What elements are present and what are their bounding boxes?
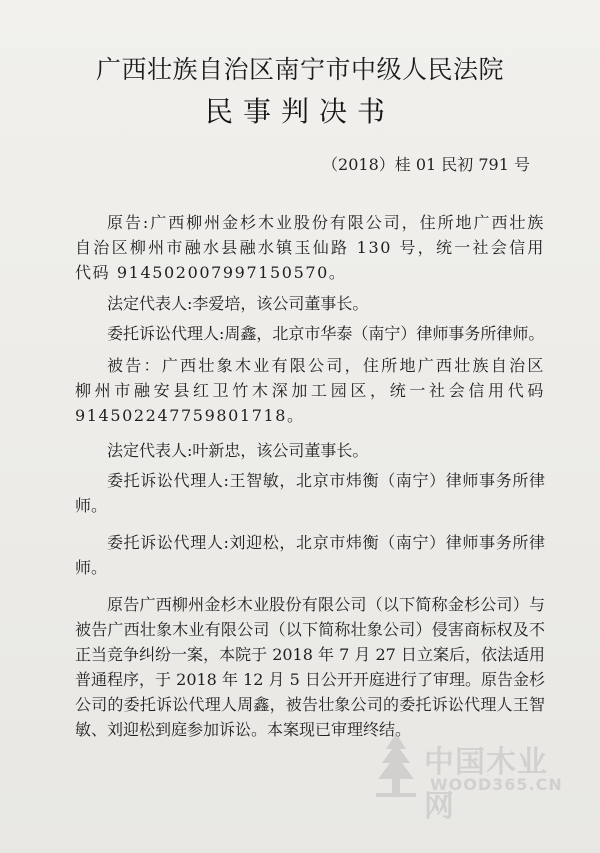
defendant-rep-paragraph: 法定代表人:叶新忠，该公司董事长。 bbox=[107, 441, 369, 460]
plaintiff-rep-paragraph: 法定代表人:李爱培，该公司董事长。 bbox=[107, 294, 369, 313]
defendant-agent-2-paragraph: 委托诉讼代理人:刘迎松，北京市炜衡（南宁）律师事务所律师。 bbox=[75, 533, 545, 577]
plaintiff-paragraph: 原告:广西柳州金杉木业股份有限公司，住所地广西壮族自治区柳州市融水县融水镇玉仙路 130 号，统一社会信用代码 914502007997150570。 bbox=[75, 213, 545, 282]
watermark-url: WOOD365.CN bbox=[430, 775, 563, 794]
document-type-title: 民事判决书 bbox=[204, 95, 395, 128]
watermark-site-name: 中国木业网 bbox=[424, 745, 548, 824]
court-name: 广西壮族自治区南宁市中级人民法院 bbox=[95, 55, 504, 84]
case-summary-paragraph: 原告广西柳州金杉木业股份有限公司（以下简称金杉公司）与被告广西壮象木业有限公司（以下简称壮象公司）侵害商标权及不正当竞争纠纷一案，本院于 2018 年 7 月 27 日立案后，依法适用普通程序，于 2018 年 12 月 5 日公开开庭进行了审理。原告金杉公司的委托诉讼代理人周鑫，被告壮象公司的委托诉讼代理人王智敏、刘迎松到庭参加诉讼。本案现已审理终结。 bbox=[75, 595, 545, 739]
plaintiff-agent-paragraph: 委托诉讼代理人:周鑫，北京市华泰（南宁）律师事务所律师。 bbox=[107, 324, 545, 343]
tree-logo-icon bbox=[372, 731, 420, 805]
site-watermark bbox=[372, 729, 563, 824]
defendant-paragraph: 被告：广西壮象木业有限公司，住所地广西壮族自治区柳州市融安县红卫竹木深加工园区，统一社会信用代码 914502247759801718。 bbox=[75, 356, 545, 425]
defendant-agent-1-paragraph: 委托诉讼代理人:王智敏，北京市炜衡（南宁）律师事务所律师。 bbox=[75, 471, 545, 515]
case-number: （2018）桂 01 民初 791 号 bbox=[322, 155, 530, 174]
